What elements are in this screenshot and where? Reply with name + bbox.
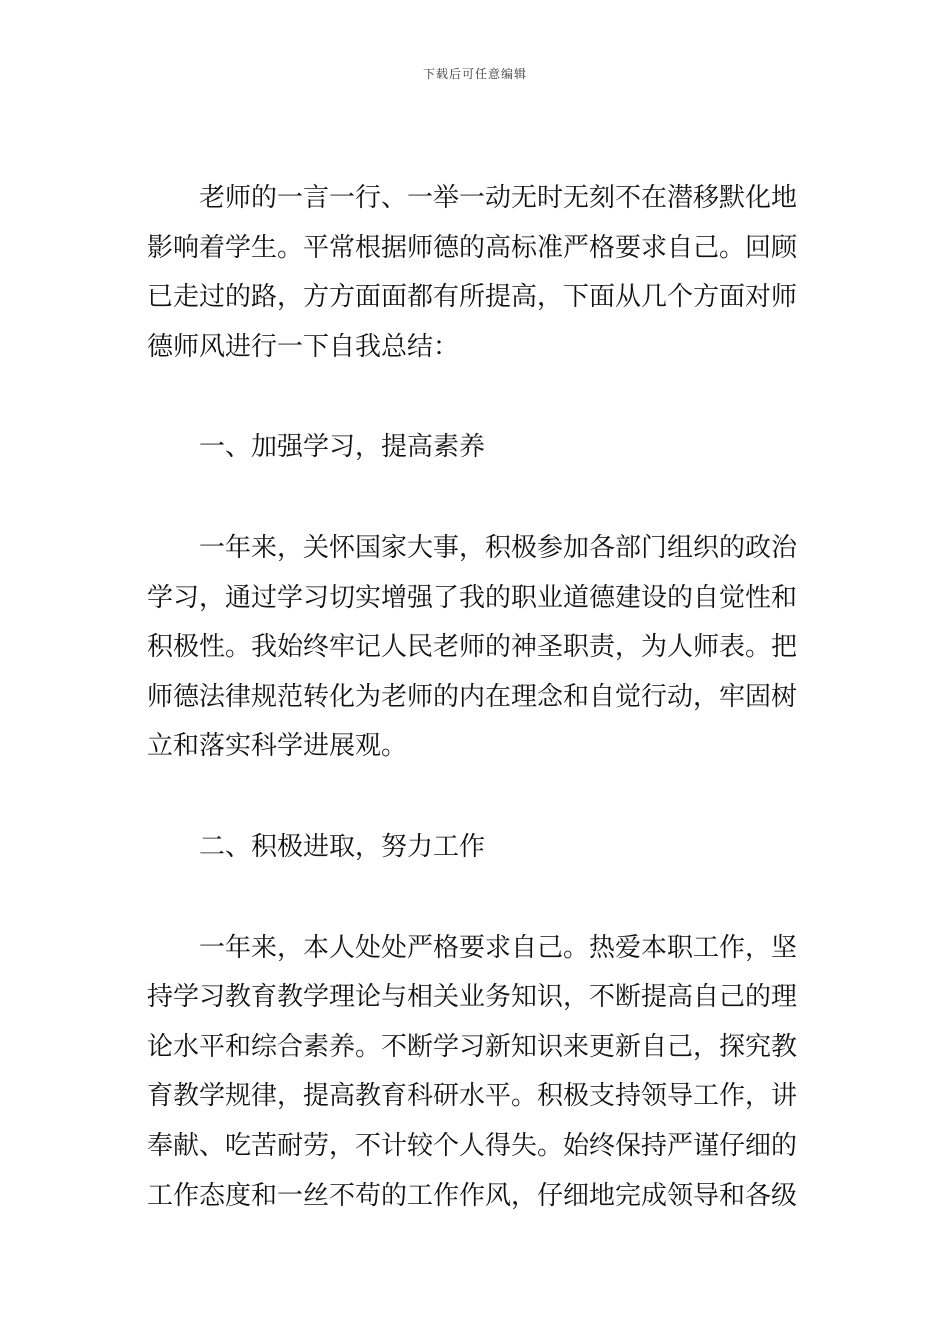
- heading-text: 二、积极进取，努力工作: [199, 831, 486, 862]
- heading-text: 一、加强学习，提高素养: [199, 432, 486, 463]
- header-note: 下载后可任意编辑: [422, 67, 527, 81]
- paragraph-line: 已走过的路，方方面面都有所提高，下面从几个方面对师: [147, 282, 798, 313]
- paragraph-line: 论水平和综合素养。不断学习新知识来更新自己，探究教: [147, 1031, 798, 1062]
- paragraph-study: [147, 524, 807, 772]
- paragraph-line: 影响着学生。平常根据师德的高标准严格要求自己。回顾: [147, 232, 798, 263]
- section-heading-1: [147, 423, 807, 473]
- paragraph-line: 老师的一言一行、一举一动无时无刻不在潜移默化地: [199, 183, 798, 213]
- paragraph-line: 师德法律规范转化为老师的内在理念和自觉行动，牢固树: [147, 681, 798, 712]
- paragraph-line: 一年来，本人处处严格要求自己。热爱本职工作，坚: [199, 932, 798, 963]
- paragraph-intro: [147, 174, 807, 372]
- paragraph-line: 育教学规律，提高教育科研水平。积极支持领导工作，讲: [147, 1081, 798, 1112]
- document-body: [147, 174, 807, 1272]
- paragraph-line: 学习，通过学习切实增强了我的职业道德建设的自觉性和: [147, 582, 798, 613]
- paragraph-line: 积极性。我始终牢记人民老师的神圣职责，为人师表。把: [147, 632, 798, 663]
- paragraph-line: 持学习教育教学理论与相关业务知识，不断提高自己的理: [147, 982, 798, 1013]
- paragraph-line: 奉献、吃苦耐劳，不计较个人得失。始终保持严谨仔细的: [147, 1130, 798, 1161]
- paragraph-line: 工作态度和一丝不苟的工作作风，仔细地完成领导和各级: [147, 1180, 798, 1211]
- paragraph-line: 立和落实科学进展观。: [147, 731, 408, 762]
- paragraph-work: [147, 924, 807, 1222]
- section-heading-2: [147, 823, 807, 873]
- paragraph-line: 一年来，关怀国家大事，积极参加各部门组织的政治: [199, 532, 798, 563]
- paragraph-line: 德师风进行一下自我总结：: [147, 331, 460, 362]
